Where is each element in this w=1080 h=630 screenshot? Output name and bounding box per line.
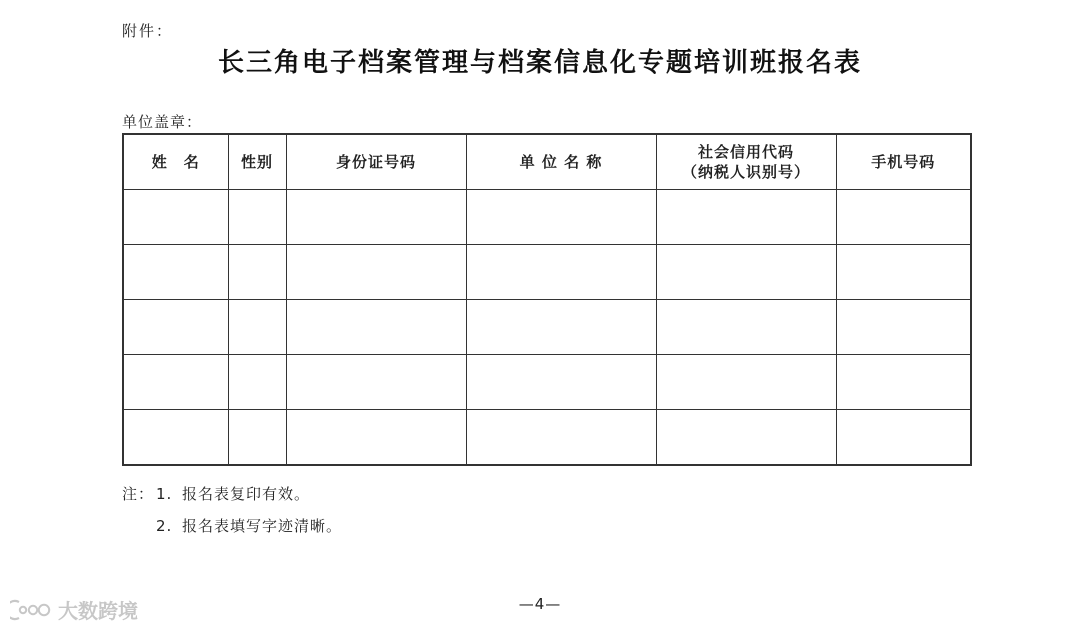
cell-phone[interactable] (836, 245, 971, 300)
cell-gender[interactable] (228, 410, 286, 466)
watermark (10, 595, 138, 624)
watermark-text: 大数跨境 (58, 599, 138, 623)
header-name (123, 134, 228, 190)
table-row (123, 410, 971, 466)
cell-credit-code[interactable] (656, 190, 836, 245)
header-id-number (286, 134, 466, 190)
form-title: 长三角电子档案管理与档案信息化专题培训班报名表 (217, 48, 862, 78)
cell-gender[interactable] (228, 190, 286, 245)
cell-name[interactable] (123, 190, 228, 245)
note-text: 报名表填写字迹清晰。 (182, 517, 343, 535)
header-id-number-text: 身份证号码 (335, 153, 416, 171)
header-credit-code-line2: （纳税人识别号） (681, 163, 810, 181)
table-header-row (123, 134, 971, 190)
table-row (123, 190, 971, 245)
note-item (122, 510, 342, 542)
cell-id-number[interactable] (286, 300, 466, 355)
cell-organization[interactable] (466, 410, 656, 466)
cell-name[interactable] (123, 245, 228, 300)
cell-id-number[interactable] (286, 245, 466, 300)
note-number: 1. (156, 485, 173, 503)
cell-organization[interactable] (466, 245, 656, 300)
note-item (122, 478, 342, 510)
cell-id-number[interactable] (286, 190, 466, 245)
header-phone (836, 134, 971, 190)
header-gender (228, 134, 286, 190)
cell-id-number[interactable] (286, 410, 466, 466)
cell-phone[interactable] (836, 355, 971, 410)
unit-seal-label: 单位盖章： (122, 113, 203, 131)
cell-credit-code[interactable] (656, 410, 836, 466)
header-gender-text: 性别 (240, 153, 273, 171)
cell-name[interactable] (123, 300, 228, 355)
header-credit-code (656, 134, 836, 190)
cell-credit-code[interactable] (656, 245, 836, 300)
registration-table (122, 133, 972, 466)
cell-organization[interactable] (466, 300, 656, 355)
cell-name[interactable] (123, 410, 228, 466)
table-row (123, 245, 971, 300)
table-row (123, 355, 971, 410)
page-number: —4— (518, 595, 562, 613)
watermark-logo-icon (10, 599, 54, 621)
cell-name[interactable] (123, 355, 228, 410)
cell-gender[interactable] (228, 245, 286, 300)
cell-organization[interactable] (466, 190, 656, 245)
header-phone-text: 手机号码 (871, 153, 936, 171)
attachment-label: 附件： (122, 22, 174, 40)
cell-phone[interactable] (836, 410, 971, 466)
header-name-text: 姓 名 (151, 153, 200, 171)
notes-prefix: 注： (122, 485, 155, 503)
cell-gender[interactable] (228, 300, 286, 355)
note-text: 报名表复印有效。 (182, 485, 311, 503)
cell-id-number[interactable] (286, 355, 466, 410)
header-organization-text: 单 位 名 称 (519, 153, 603, 171)
notes-section (122, 478, 342, 542)
header-organization (466, 134, 656, 190)
cell-organization[interactable] (466, 355, 656, 410)
cell-gender[interactable] (228, 355, 286, 410)
table-row (123, 300, 971, 355)
cell-phone[interactable] (836, 300, 971, 355)
cell-credit-code[interactable] (656, 355, 836, 410)
note-number: 2. (156, 517, 173, 535)
header-credit-code-line1: 社会信用代码 (697, 143, 794, 161)
cell-credit-code[interactable] (656, 300, 836, 355)
cell-phone[interactable] (836, 190, 971, 245)
